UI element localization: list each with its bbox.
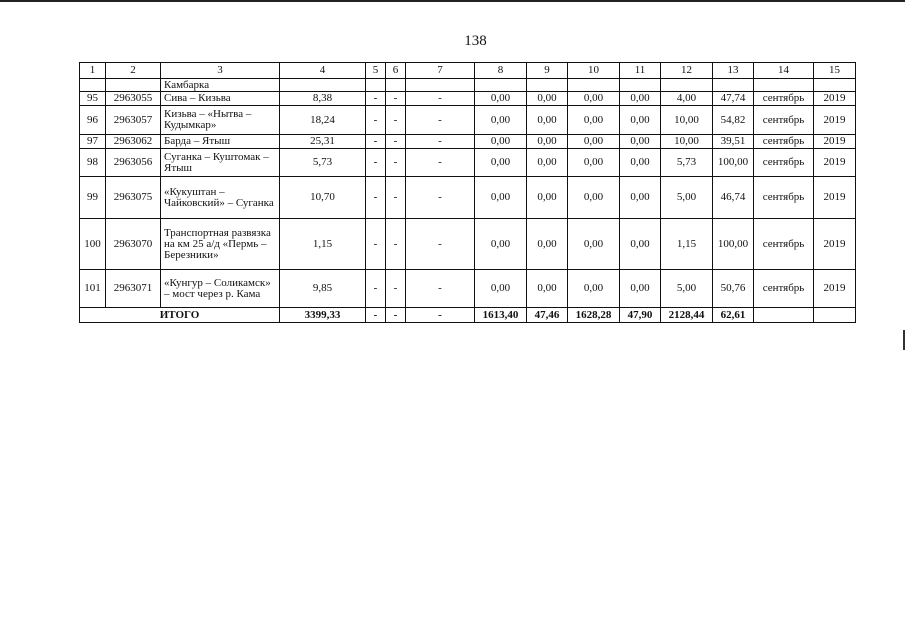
total-len: 3399,33 <box>280 308 366 323</box>
road-name: «Кукуштан – Чайковский» – Суганка <box>161 177 280 219</box>
road-name: «Кунгур – Соликамск» – мост через р. Кама <box>161 270 280 308</box>
scan-border-top <box>0 0 905 2</box>
col9-value: 0,00 <box>527 149 568 177</box>
column-header-2: 2 <box>106 63 161 79</box>
column-header-7: 7 <box>406 63 475 79</box>
table-row <box>80 106 856 135</box>
col11-value: 0,00 <box>620 135 661 149</box>
row-number: 99 <box>80 177 106 219</box>
col9-value: 0,00 <box>527 92 568 106</box>
total-row <box>80 308 856 323</box>
col5-value: - <box>366 270 386 308</box>
col13-value: 50,76 <box>713 270 754 308</box>
road-code: 2963057 <box>106 106 161 135</box>
col6-value: - <box>386 135 406 149</box>
year-value: 2019 <box>814 135 856 149</box>
row-number: 97 <box>80 135 106 149</box>
total-c11: 47,90 <box>620 308 661 323</box>
road-name: Сива – Кизьва <box>161 92 280 106</box>
col7-value: - <box>406 149 475 177</box>
col10-value: 0,00 <box>568 92 620 106</box>
col11-value: 0,00 <box>620 219 661 270</box>
total-c12: 2128,44 <box>661 308 713 323</box>
col10-value: 0,00 <box>568 149 620 177</box>
col11-value: 0,00 <box>620 270 661 308</box>
col7-value: - <box>406 270 475 308</box>
table-row <box>80 135 856 149</box>
page-number: 138 <box>464 33 487 49</box>
month-value: сентябрь <box>754 219 814 270</box>
road-name: Кизьва – «Нытва – Кудымкар» <box>161 106 280 135</box>
month-value: сентябрь <box>754 135 814 149</box>
column-header-3: 3 <box>161 63 280 79</box>
year-value: 2019 <box>814 219 856 270</box>
month-value: сентябрь <box>754 270 814 308</box>
col13-value: 39,51 <box>713 135 754 149</box>
col11-value: 0,00 <box>620 177 661 219</box>
col10-value: 0,00 <box>568 177 620 219</box>
continuation-row <box>80 79 856 92</box>
road-code: 2963071 <box>106 270 161 308</box>
col6-value: - <box>386 270 406 308</box>
col9-value: 0,00 <box>527 177 568 219</box>
col11-value: 0,00 <box>620 149 661 177</box>
road-name: Транспортная развязка на км 25 а/д «Пермь – Березники» <box>161 219 280 270</box>
col9-value: 0,00 <box>527 106 568 135</box>
col8-value: 0,00 <box>475 106 527 135</box>
col10-value: 0,00 <box>568 106 620 135</box>
col13-value: 100,00 <box>713 219 754 270</box>
road-code: 2963070 <box>106 219 161 270</box>
table-row <box>80 92 856 106</box>
road-length: 8,38 <box>280 92 366 106</box>
road-code: 2963062 <box>106 135 161 149</box>
column-header-5: 5 <box>366 63 386 79</box>
header-row <box>80 63 856 79</box>
total-c6: - <box>386 308 406 323</box>
col5-value: - <box>366 106 386 135</box>
year-value: 2019 <box>814 92 856 106</box>
roads-register-table <box>79 62 856 323</box>
col11-value: 0,00 <box>620 92 661 106</box>
month-value: сентябрь <box>754 149 814 177</box>
row-number: 101 <box>80 270 106 308</box>
column-header-8: 8 <box>475 63 527 79</box>
continuation-text: Камбарка <box>161 79 280 92</box>
col13-value: 54,82 <box>713 106 754 135</box>
table-row <box>80 270 856 308</box>
col12-value: 5,73 <box>661 149 713 177</box>
col9-value: 0,00 <box>527 219 568 270</box>
col6-value: - <box>386 92 406 106</box>
col5-value: - <box>366 177 386 219</box>
total-c7: - <box>406 308 475 323</box>
year-value: 2019 <box>814 106 856 135</box>
col5-value: - <box>366 149 386 177</box>
col7-value: - <box>406 219 475 270</box>
total-c13: 62,61 <box>713 308 754 323</box>
col11-value: 0,00 <box>620 106 661 135</box>
total-c10: 1628,28 <box>568 308 620 323</box>
col12-value: 1,15 <box>661 219 713 270</box>
total-year <box>814 308 856 323</box>
col13-value: 46,74 <box>713 177 754 219</box>
row-number: 100 <box>80 219 106 270</box>
total-c8: 1613,40 <box>475 308 527 323</box>
col10-value: 0,00 <box>568 270 620 308</box>
month-value: сентябрь <box>754 106 814 135</box>
road-length: 5,73 <box>280 149 366 177</box>
col10-value: 0,00 <box>568 135 620 149</box>
row-number: 98 <box>80 149 106 177</box>
road-code: 2963055 <box>106 92 161 106</box>
table-body <box>80 79 856 323</box>
col9-value: 0,00 <box>527 135 568 149</box>
col7-value: - <box>406 92 475 106</box>
road-name: Суганка – Куштомак – Ятыш <box>161 149 280 177</box>
table-row <box>80 177 856 219</box>
col5-value: - <box>366 92 386 106</box>
month-value: сентябрь <box>754 177 814 219</box>
col6-value: - <box>386 106 406 135</box>
road-code: 2963075 <box>106 177 161 219</box>
col8-value: 0,00 <box>475 177 527 219</box>
col8-value: 0,00 <box>475 92 527 106</box>
road-length: 1,15 <box>280 219 366 270</box>
column-header-11: 11 <box>620 63 661 79</box>
col12-value: 5,00 <box>661 177 713 219</box>
col8-value: 0,00 <box>475 135 527 149</box>
month-value: сентябрь <box>754 92 814 106</box>
road-length: 10,70 <box>280 177 366 219</box>
road-length: 25,31 <box>280 135 366 149</box>
col7-value: - <box>406 135 475 149</box>
road-length: 9,85 <box>280 270 366 308</box>
col12-value: 5,00 <box>661 270 713 308</box>
row-number: 95 <box>80 92 106 106</box>
total-c9: 47,46 <box>527 308 568 323</box>
col12-value: 10,00 <box>661 135 713 149</box>
col6-value: - <box>386 177 406 219</box>
table-row <box>80 149 856 177</box>
col9-value: 0,00 <box>527 270 568 308</box>
column-header-14: 14 <box>754 63 814 79</box>
column-header-15: 15 <box>814 63 856 79</box>
column-header-4: 4 <box>280 63 366 79</box>
col7-value: - <box>406 177 475 219</box>
year-value: 2019 <box>814 270 856 308</box>
year-value: 2019 <box>814 149 856 177</box>
col8-value: 0,00 <box>475 149 527 177</box>
col12-value: 4,00 <box>661 92 713 106</box>
road-name: Барда – Ятыш <box>161 135 280 149</box>
column-header-1: 1 <box>80 63 106 79</box>
col5-value: - <box>366 219 386 270</box>
col12-value: 10,00 <box>661 106 713 135</box>
table-row <box>80 219 856 270</box>
col8-value: 0,00 <box>475 270 527 308</box>
row-number: 96 <box>80 106 106 135</box>
column-header-9: 9 <box>527 63 568 79</box>
total-c5: - <box>366 308 386 323</box>
column-header-12: 12 <box>661 63 713 79</box>
total-month <box>754 308 814 323</box>
col7-value: - <box>406 106 475 135</box>
total-label: ИТОГО <box>80 308 280 323</box>
year-value: 2019 <box>814 177 856 219</box>
road-code: 2963056 <box>106 149 161 177</box>
col5-value: - <box>366 135 386 149</box>
column-header-13: 13 <box>713 63 754 79</box>
col13-value: 47,74 <box>713 92 754 106</box>
col10-value: 0,00 <box>568 219 620 270</box>
column-header-10: 10 <box>568 63 620 79</box>
column-header-6: 6 <box>386 63 406 79</box>
road-length: 18,24 <box>280 106 366 135</box>
col6-value: - <box>386 149 406 177</box>
col6-value: - <box>386 219 406 270</box>
col8-value: 0,00 <box>475 219 527 270</box>
col13-value: 100,00 <box>713 149 754 177</box>
